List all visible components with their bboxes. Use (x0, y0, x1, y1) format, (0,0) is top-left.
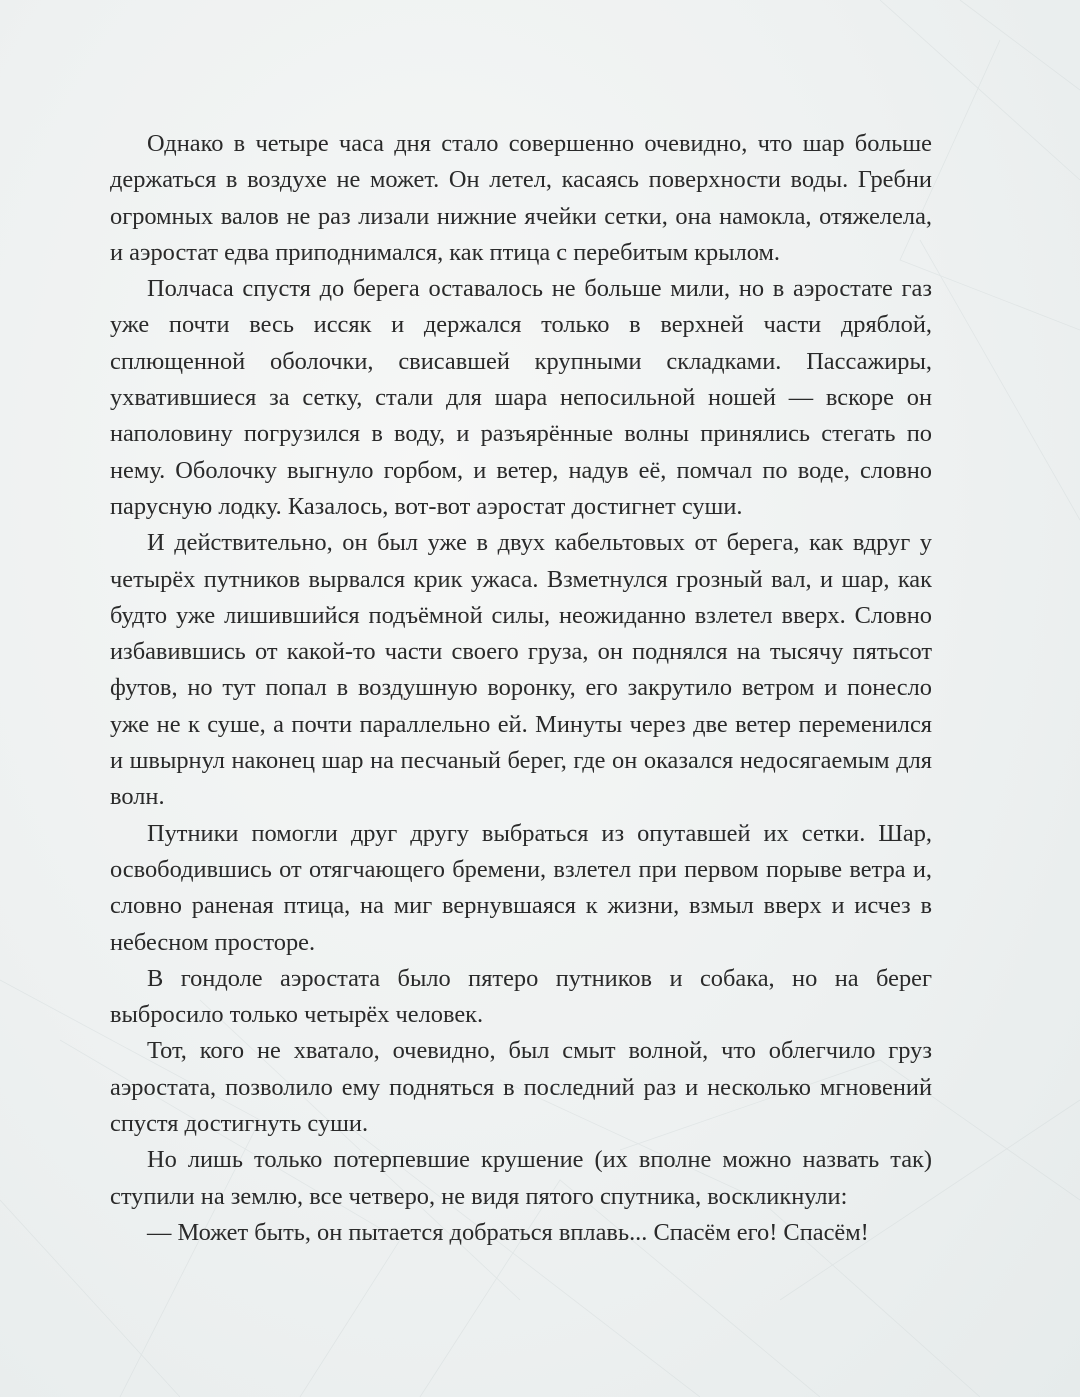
paragraph: Но лишь только потерпевшие крушение (их вполне можно назвать так) ступили на землю, все четверо, не видя пятого спутника, воскликнули: (110, 1146, 932, 1210)
paragraph: В гондоле аэростата было пятеро путников и собака, но на берег выбросило только четырёх человек. (110, 964, 932, 1029)
paragraph: И действительно, он был уже в двух кабельтовых от берега, как вдруг у четырёх путников вырвался крик ужаса. Взметнулся грозный вал, и шар, как будто уже лишившийся подъёмной силы, неожиданно взлетел вверх. Словно избавившись от какой-то части своего груза, он поднялся на тысячу пятьсот футов, но тут попал в воздушную воронку, его закрутило ветром и понесло уже не к суше, а почти параллельно ей. Минуты через две ветер переменился и швырнул наконец шар на песчаный берег, где он оказался недосягаемым для волн. (110, 529, 932, 811)
body-text (110, 126, 932, 1251)
paragraph: Однако в четыре часа дня стало совершенно очевидно, что шар больше держаться в воздухе не может. Он летел, касаясь поверхности воды. Гребни огромных валов не раз лизали нижние ячейки сетки, она намокла, отяжелела, и аэростат едва приподнимался, как птица с перебитым крылом. (110, 130, 932, 266)
paragraph: Путники помогли друг другу выбраться из опутавшей их сетки. Шар, освободившись от отягчающего бремени, взлетел при первом порыве ветра и, словно раненая птица, на миг вернувшаяся к жизни, взмыл вверх и исчез в небесном просторе. (110, 819, 932, 956)
paragraph: — Может быть, он пытается добраться вплавь... Спасём его! Спасём! (147, 1218, 869, 1246)
paragraph: Тот, кого не хватало, очевидно, был смыт волной, что облегчило груз аэростата, позволило ему подняться в последний раз и несколько мгновений спустя достигнуть суши. (110, 1037, 932, 1138)
paragraph: Полчаса спустя до берега оставалось не больше мили, но в аэростате газ уже почти весь иссяк и держался только в верхней части дряблой, сплющенной оболочки, свисавшей крупными складками. Пассажиры, ухватившиеся за сетку, стали для шара непосильной ношей — вскоре он наполовину погрузился в воду, и разъярённые волны принялись стегать по нему. Оболочку выгнуло горбом, и ветер, надув её, помчал по воде, словно парусную лодку. Казалось, вот-вот аэростат достигнет суши. (110, 275, 932, 520)
